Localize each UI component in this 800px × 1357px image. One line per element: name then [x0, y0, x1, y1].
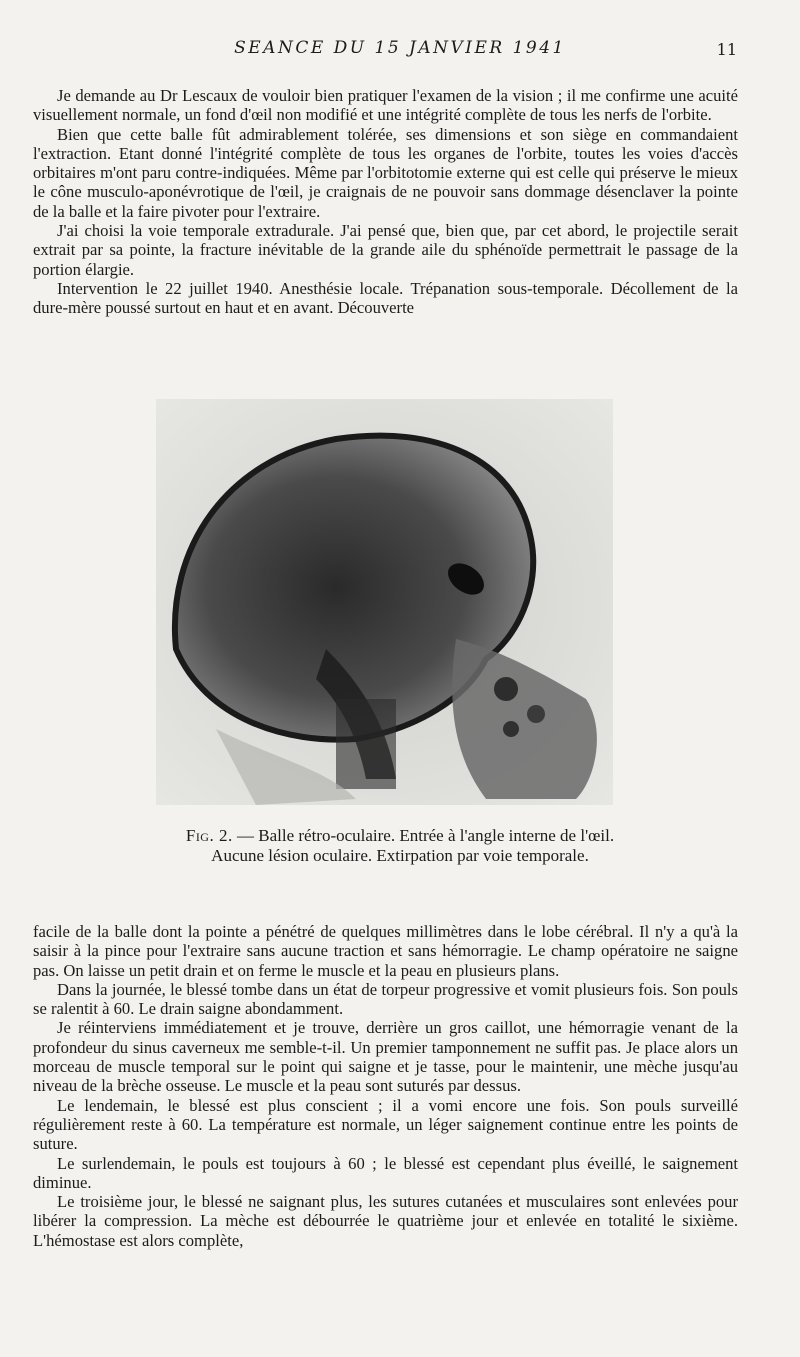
- skull-xray-image: [156, 399, 613, 805]
- figure-caption: [60, 826, 740, 866]
- page-header: [0, 38, 800, 66]
- paragraph: Dans la journée, le blessé tombe dans un état de torpeur progressive et vomit plusieurs fois. Son pouls se ralentit à 60. Le drain saigne abondamment.: [33, 979, 738, 1019]
- body-text-top: [33, 86, 738, 318]
- paragraph: Le troisième jour, le blessé ne saignant plus, les sutures cutanées et musculaires sont enlevées pour libérer la compression. La mèche est débourrée le quatrième jour et enlevée en totalité le sixième. L'hémostase est alors complète,: [33, 1192, 738, 1250]
- paragraph: Le lendemain, le blessé est plus conscient ; il a vomi encore une fois. Son pouls surveillé régulièrement reste à 60. La température est normale, un léger saignement continue entre les points de suture.: [33, 1095, 738, 1154]
- xray-figure: [156, 399, 613, 805]
- paragraph: Je demande au Dr Lescaux de vouloir bien pratiquer l'examen de la vision ; il me confirme une acuité visuellement normale, un fond d'œil non modifié et une intégrité complète de tous les nerfs de l'orbite.: [33, 86, 738, 125]
- figure-label: Fig. 2.: [185, 826, 233, 845]
- running-title: SEANCE DU 15 JANVIER 1941: [234, 38, 566, 58]
- paragraph: Bien que cette balle fût admirablement tolérée, ses dimensions et son siège en commandaient l'extraction. Etant donné l'intégrité complète de tous les organes de l'orbite, toutes les voies d'accès orbitaires m'ont paru contre-indiquées. Même par l'orbitotomie externe qui est celle qui préserve le mieux le cône musculo-aponévrotique de l'œil, je craignais de ne pouvoir sans dommage désenclaver la pointe de la balle et la faire pivoter pour l'extraire.: [33, 124, 738, 221]
- paragraph: facile de la balle dont la pointe a pénétré de quelques millimètres dans le lobe cérébral. Il n'y a qu'à la saisir à la pince pour l'extraire sans aucune traction et sans hémorragie. Le champ opératoire ne saigne pas. On laisse un petit drain et on ferme le muscle et la peau en plusieurs plans.: [33, 922, 738, 980]
- caption-line-2: Aucune lésion oculaire. Extirpation par voie temporale.: [211, 846, 589, 865]
- caption-line-1: [60, 826, 740, 846]
- caption-text-1: — Balle rétro-oculaire. Entrée à l'angle interne de l'œil.: [236, 826, 615, 845]
- body-text-bottom: [33, 922, 738, 1250]
- paragraph: Intervention le 22 juillet 1940. Anesthésie locale. Trépanation sous-temporale. Décollement de la dure-mère poussé surtout en haut et en avant. Découverte: [33, 278, 738, 318]
- paragraph: Je réinterviens immédiatement et je trouve, derrière un gros caillot, une hémorragie venant de la profondeur du sinus caverneux me semble-t-il. Un premier tamponnement ne suffit pas. Je place alors un morceau de muscle temporal sur le point qui saigne et je tasse, pour le maintenir, une mèche jusqu'au niveau de la brèche osseuse. Le muscle et la peau sont suturés par dessus.: [33, 1018, 738, 1096]
- paragraph: J'ai choisi la voie temporale extradurale. J'ai pensé que, bien que, par cet abord, le projectile serait extrait par sa pointe, la fracture inévitable de la grande aile du sphénoïde permettrait le passage de la portion élargie.: [33, 221, 738, 279]
- paragraph: Le surlendemain, le pouls est toujours à 60 ; le blessé est cependant plus éveillé, le saignement diminue.: [33, 1153, 738, 1192]
- page-number: 11: [716, 40, 737, 59]
